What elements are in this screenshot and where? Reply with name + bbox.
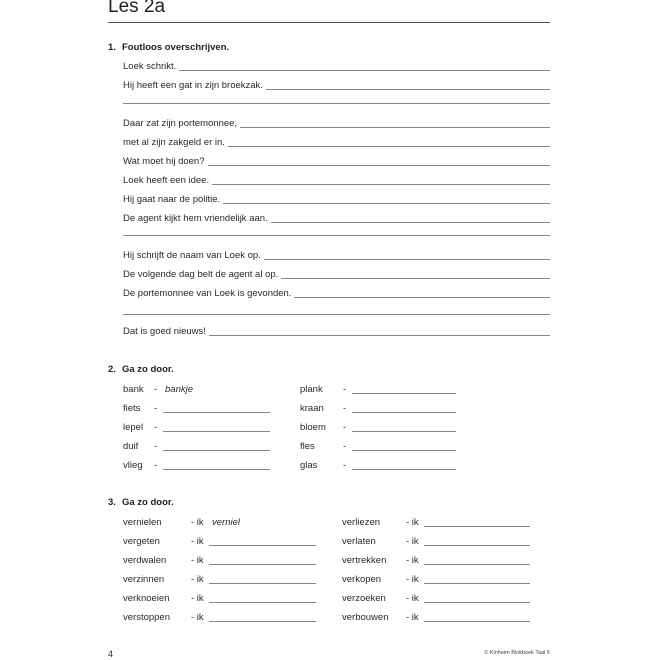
copy-line[interactable] [123,60,550,74]
example-answer: bankje [165,384,193,395]
ik-prefix: - ik [191,612,204,623]
copy-line-text: Hij heeft een gat in zijn broekzak. [123,80,266,91]
answer-line[interactable] [352,431,456,432]
ik-prefix: - ik [406,536,419,547]
word: lepel [123,422,144,433]
dash: - [343,403,347,414]
verb-pair [123,516,316,530]
copy-line[interactable] [123,193,550,207]
verb: vergeten [123,536,160,547]
verb: verliezen [342,517,381,528]
answer-line[interactable] [424,583,530,584]
copy-line-text: met al zijn zakgeld er in. [123,137,228,148]
ik-prefix: - ik [406,593,419,604]
copy-line[interactable] [123,117,550,131]
copy-line-text: De agent kijkt hem vriendelijk aan. [123,213,271,224]
verb: verknoeien [123,593,170,604]
answer-line[interactable] [424,526,530,527]
ik-prefix: - ik [406,612,419,623]
copy-line-text: De volgende dag belt de agent al op. [123,269,281,280]
copy-line[interactable] [123,155,550,169]
ik-prefix: - ik [191,574,204,585]
word: duif [123,441,139,452]
word-pair [123,440,270,454]
copy-line-text: Hij gaat naar de politie. [123,194,223,205]
verb-pair [342,554,530,568]
copy-line[interactable] [123,325,550,339]
dash: - [343,460,347,471]
ik-prefix: - ik [191,593,204,604]
copy-line-text: Daar zat zijn portemonnee, [123,118,240,129]
answer-line[interactable] [424,621,530,622]
answer-line[interactable] [209,583,316,584]
answer-line[interactable] [209,621,316,622]
dash: - [154,441,158,452]
writing-line[interactable] [123,103,550,104]
answer-line[interactable] [424,564,530,565]
copy-line[interactable] [123,174,550,188]
exercise-2-number: 2. [108,364,116,375]
word-pair [300,383,456,397]
verb: vernielen [123,517,162,528]
verb-pair [123,611,316,625]
answer-line[interactable] [352,469,456,470]
word: bloem [300,422,326,433]
copy-line-text: Hij schrijft de naam van Loek op. [123,250,264,261]
exercise-3-number: 3. [108,497,116,508]
example-answer: verniel [212,517,240,528]
answer-line[interactable] [163,450,270,451]
copy-line[interactable] [123,287,550,301]
verb: vertrekken [342,555,387,566]
word-pair [300,421,456,435]
ik-prefix: - ik [406,555,419,566]
word: fiets [123,403,141,414]
answer-line[interactable] [209,602,316,603]
page-number: 4 [108,649,114,659]
ik-prefix: - ik [191,517,204,528]
dash: - [154,403,158,414]
word-pair [123,421,270,435]
word-pair [123,459,270,473]
verb: verbouwen [342,612,389,623]
exercise-1-number: 1. [108,42,116,53]
verb-pair [342,573,530,587]
copy-line[interactable] [123,268,550,282]
answer-line[interactable] [352,450,456,451]
answer-line[interactable] [424,602,530,603]
word: kraan [300,403,324,414]
exercise-3-title: Ga zo door. [122,497,174,508]
answer-line[interactable] [352,393,456,394]
word-pair [300,459,456,473]
verb: verstoppen [123,612,171,623]
copy-line-text: De portemonnee van Loek is gevonden. [123,288,294,299]
verb-pair [342,611,530,625]
verb-pair [342,516,530,530]
title-rule [108,22,550,23]
writing-line[interactable] [123,70,550,71]
exercise-3-heading [108,497,174,508]
word: glas [300,460,318,471]
verb-pair [123,592,316,606]
copy-line-text: Loek heeft een idee. [123,175,212,186]
dash: - [343,441,347,452]
ik-prefix: - ik [191,555,204,566]
copy-line-text: Wat moet hij doen? [123,156,208,167]
copy-line[interactable] [123,249,550,263]
dash: - [154,460,158,471]
word: bank [123,384,144,395]
answer-line[interactable] [163,431,270,432]
writing-line[interactable] [123,314,550,315]
word: vlieg [123,460,143,471]
word-pair [123,402,270,416]
dash: - [154,384,158,395]
copy-line[interactable] [123,136,550,150]
verb: verzoeken [342,593,386,604]
answer-line[interactable] [209,545,316,546]
dash: - [343,384,347,395]
answer-line[interactable] [424,545,530,546]
page-title: Les 2a [108,0,166,17]
exercise-1-heading [108,42,229,53]
copy-line[interactable] [123,79,550,93]
copy-line[interactable] [123,212,550,226]
copyright-notice: © Kinheim Blokboek Taal 5 [484,650,550,656]
verb: verkopen [342,574,382,585]
ik-prefix: - ik [191,536,204,547]
answer-line[interactable] [352,412,456,413]
exercise-1-title: Foutloos overschrijven. [122,42,230,53]
copy-line-text: Dat is goed nieuws! [123,326,209,337]
exercise-2-heading [108,364,174,375]
ik-prefix: - ik [406,574,419,585]
verb-pair [123,554,316,568]
verb: verlaten [342,536,376,547]
answer-line[interactable] [163,412,270,413]
verb: verdwalen [123,555,167,566]
word-pair [300,402,456,416]
dash: - [154,422,158,433]
verb-pair [123,535,316,549]
answer-line[interactable] [209,564,316,565]
verb-pair [123,573,316,587]
verb-pair [342,535,530,549]
ik-prefix: - ik [406,517,419,528]
verb: verzinnen [123,574,165,585]
copy-line-text: Loek schrikt. [123,61,179,72]
exercise-2-title: Ga zo door. [122,364,174,375]
word: plank [300,384,323,395]
word-pair [123,383,270,397]
verb-pair [342,592,530,606]
word: fles [300,441,315,452]
answer-line[interactable] [163,469,270,470]
writing-line[interactable] [123,235,550,236]
word-pair [300,440,456,454]
dash: - [343,422,347,433]
